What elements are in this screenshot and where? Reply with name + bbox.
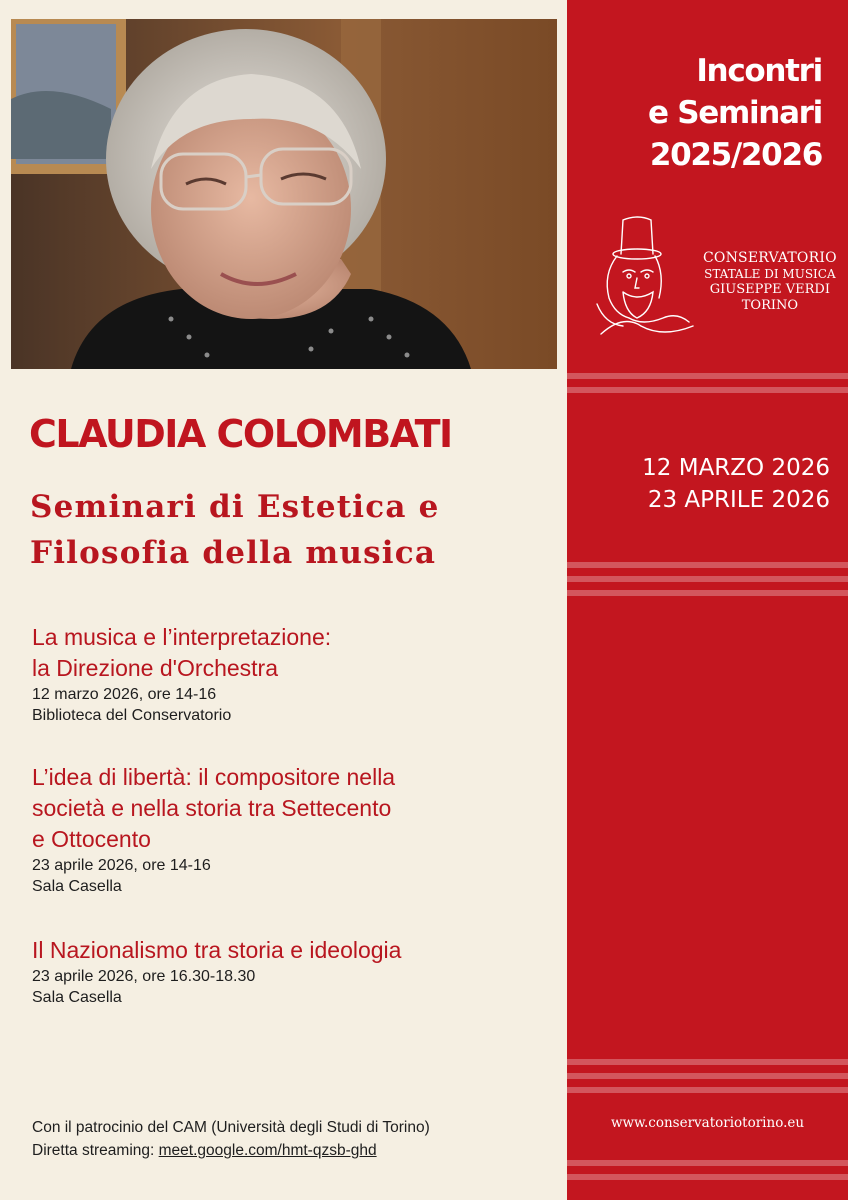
logo-line: CONSERVATORIO bbox=[703, 250, 837, 266]
seminar-title-line: e Ottocento bbox=[32, 826, 151, 852]
seminar-title bbox=[32, 622, 552, 684]
seminar-title-line: la Direzione d'Orchestra bbox=[32, 655, 278, 681]
seminar-title-line: L’idea di libertà: il compositore nella bbox=[32, 764, 396, 790]
right-panel bbox=[567, 0, 848, 1200]
seminar-title bbox=[32, 762, 552, 855]
seminar-datetime: 12 marzo 2026, ore 14-16 bbox=[32, 686, 217, 703]
stripe bbox=[567, 576, 848, 582]
stripe bbox=[567, 590, 848, 596]
seminar-location: Biblioteca del Conservatorio bbox=[32, 707, 232, 724]
stripe bbox=[567, 1087, 848, 1093]
speaker-name: CLAUDIA COLOMBATI bbox=[29, 412, 452, 456]
streaming-link[interactable]: meet.google.com/hmt-qzsb-ghd bbox=[158, 1142, 377, 1159]
course-title-line-2: Filosofia della musica bbox=[30, 535, 437, 571]
seminar-location: Sala Casella bbox=[32, 989, 122, 1006]
logo-text bbox=[703, 250, 837, 314]
conservatorio-logo bbox=[593, 214, 843, 344]
event-date: 12 MARZO 2026 bbox=[642, 455, 830, 481]
seminar-location: Sala Casella bbox=[32, 878, 122, 895]
event-dates bbox=[642, 452, 830, 516]
stripe bbox=[567, 1059, 848, 1065]
seminar-title bbox=[32, 935, 552, 966]
seminar-title-line: società e nella storia tra Settecento bbox=[32, 795, 392, 821]
speaker-photo bbox=[11, 19, 557, 369]
seminar-datetime: 23 aprile 2026, ore 14-16 bbox=[32, 857, 211, 874]
stripe bbox=[567, 1073, 848, 1079]
series-title-line: 2025/2026 bbox=[649, 137, 822, 173]
seminar-1 bbox=[32, 622, 552, 726]
streaming-line bbox=[32, 1139, 552, 1162]
decorative-stripes bbox=[567, 373, 848, 401]
website-link[interactable]: www.conservatoriotorino.eu bbox=[610, 1115, 805, 1131]
stripe bbox=[567, 387, 848, 393]
stripe bbox=[567, 1160, 848, 1166]
speaker-portrait-image bbox=[11, 19, 557, 369]
footer bbox=[32, 1116, 552, 1162]
decorative-stripes bbox=[567, 562, 848, 604]
streaming-label: Diretta streaming: bbox=[32, 1142, 155, 1159]
seminar-title-line: Il Nazionalismo tra storia e ideologia bbox=[32, 937, 402, 963]
logo-line: STATALE DI MUSICA bbox=[704, 267, 836, 281]
stripe bbox=[567, 1174, 848, 1180]
stripe bbox=[567, 562, 848, 568]
series-title-line: e Seminari bbox=[648, 95, 822, 131]
course-title-line-1: Seminari di Estetica e bbox=[30, 489, 440, 525]
logo-line: TORINO bbox=[741, 298, 799, 313]
decorative-stripes bbox=[567, 1160, 848, 1188]
seminar-2 bbox=[32, 762, 552, 897]
seminar-datetime: 23 aprile 2026, ore 16.30-18.30 bbox=[32, 968, 256, 985]
course-title bbox=[30, 484, 550, 576]
series-title-line: Incontri bbox=[696, 53, 822, 89]
verdi-portrait-icon bbox=[593, 214, 703, 344]
logo-line: GIUSEPPE VERDI bbox=[709, 282, 830, 297]
seminar-title-line: La musica e l’interpretazione: bbox=[32, 624, 332, 650]
seminar-3 bbox=[32, 935, 552, 1008]
series-title bbox=[648, 50, 822, 176]
decorative-stripes bbox=[567, 1059, 848, 1101]
stripe bbox=[567, 373, 848, 379]
event-date: 23 APRILE 2026 bbox=[647, 487, 830, 513]
patronage-text: Con il patrocinio del CAM (Università degli Studi di Torino) bbox=[32, 1119, 430, 1136]
